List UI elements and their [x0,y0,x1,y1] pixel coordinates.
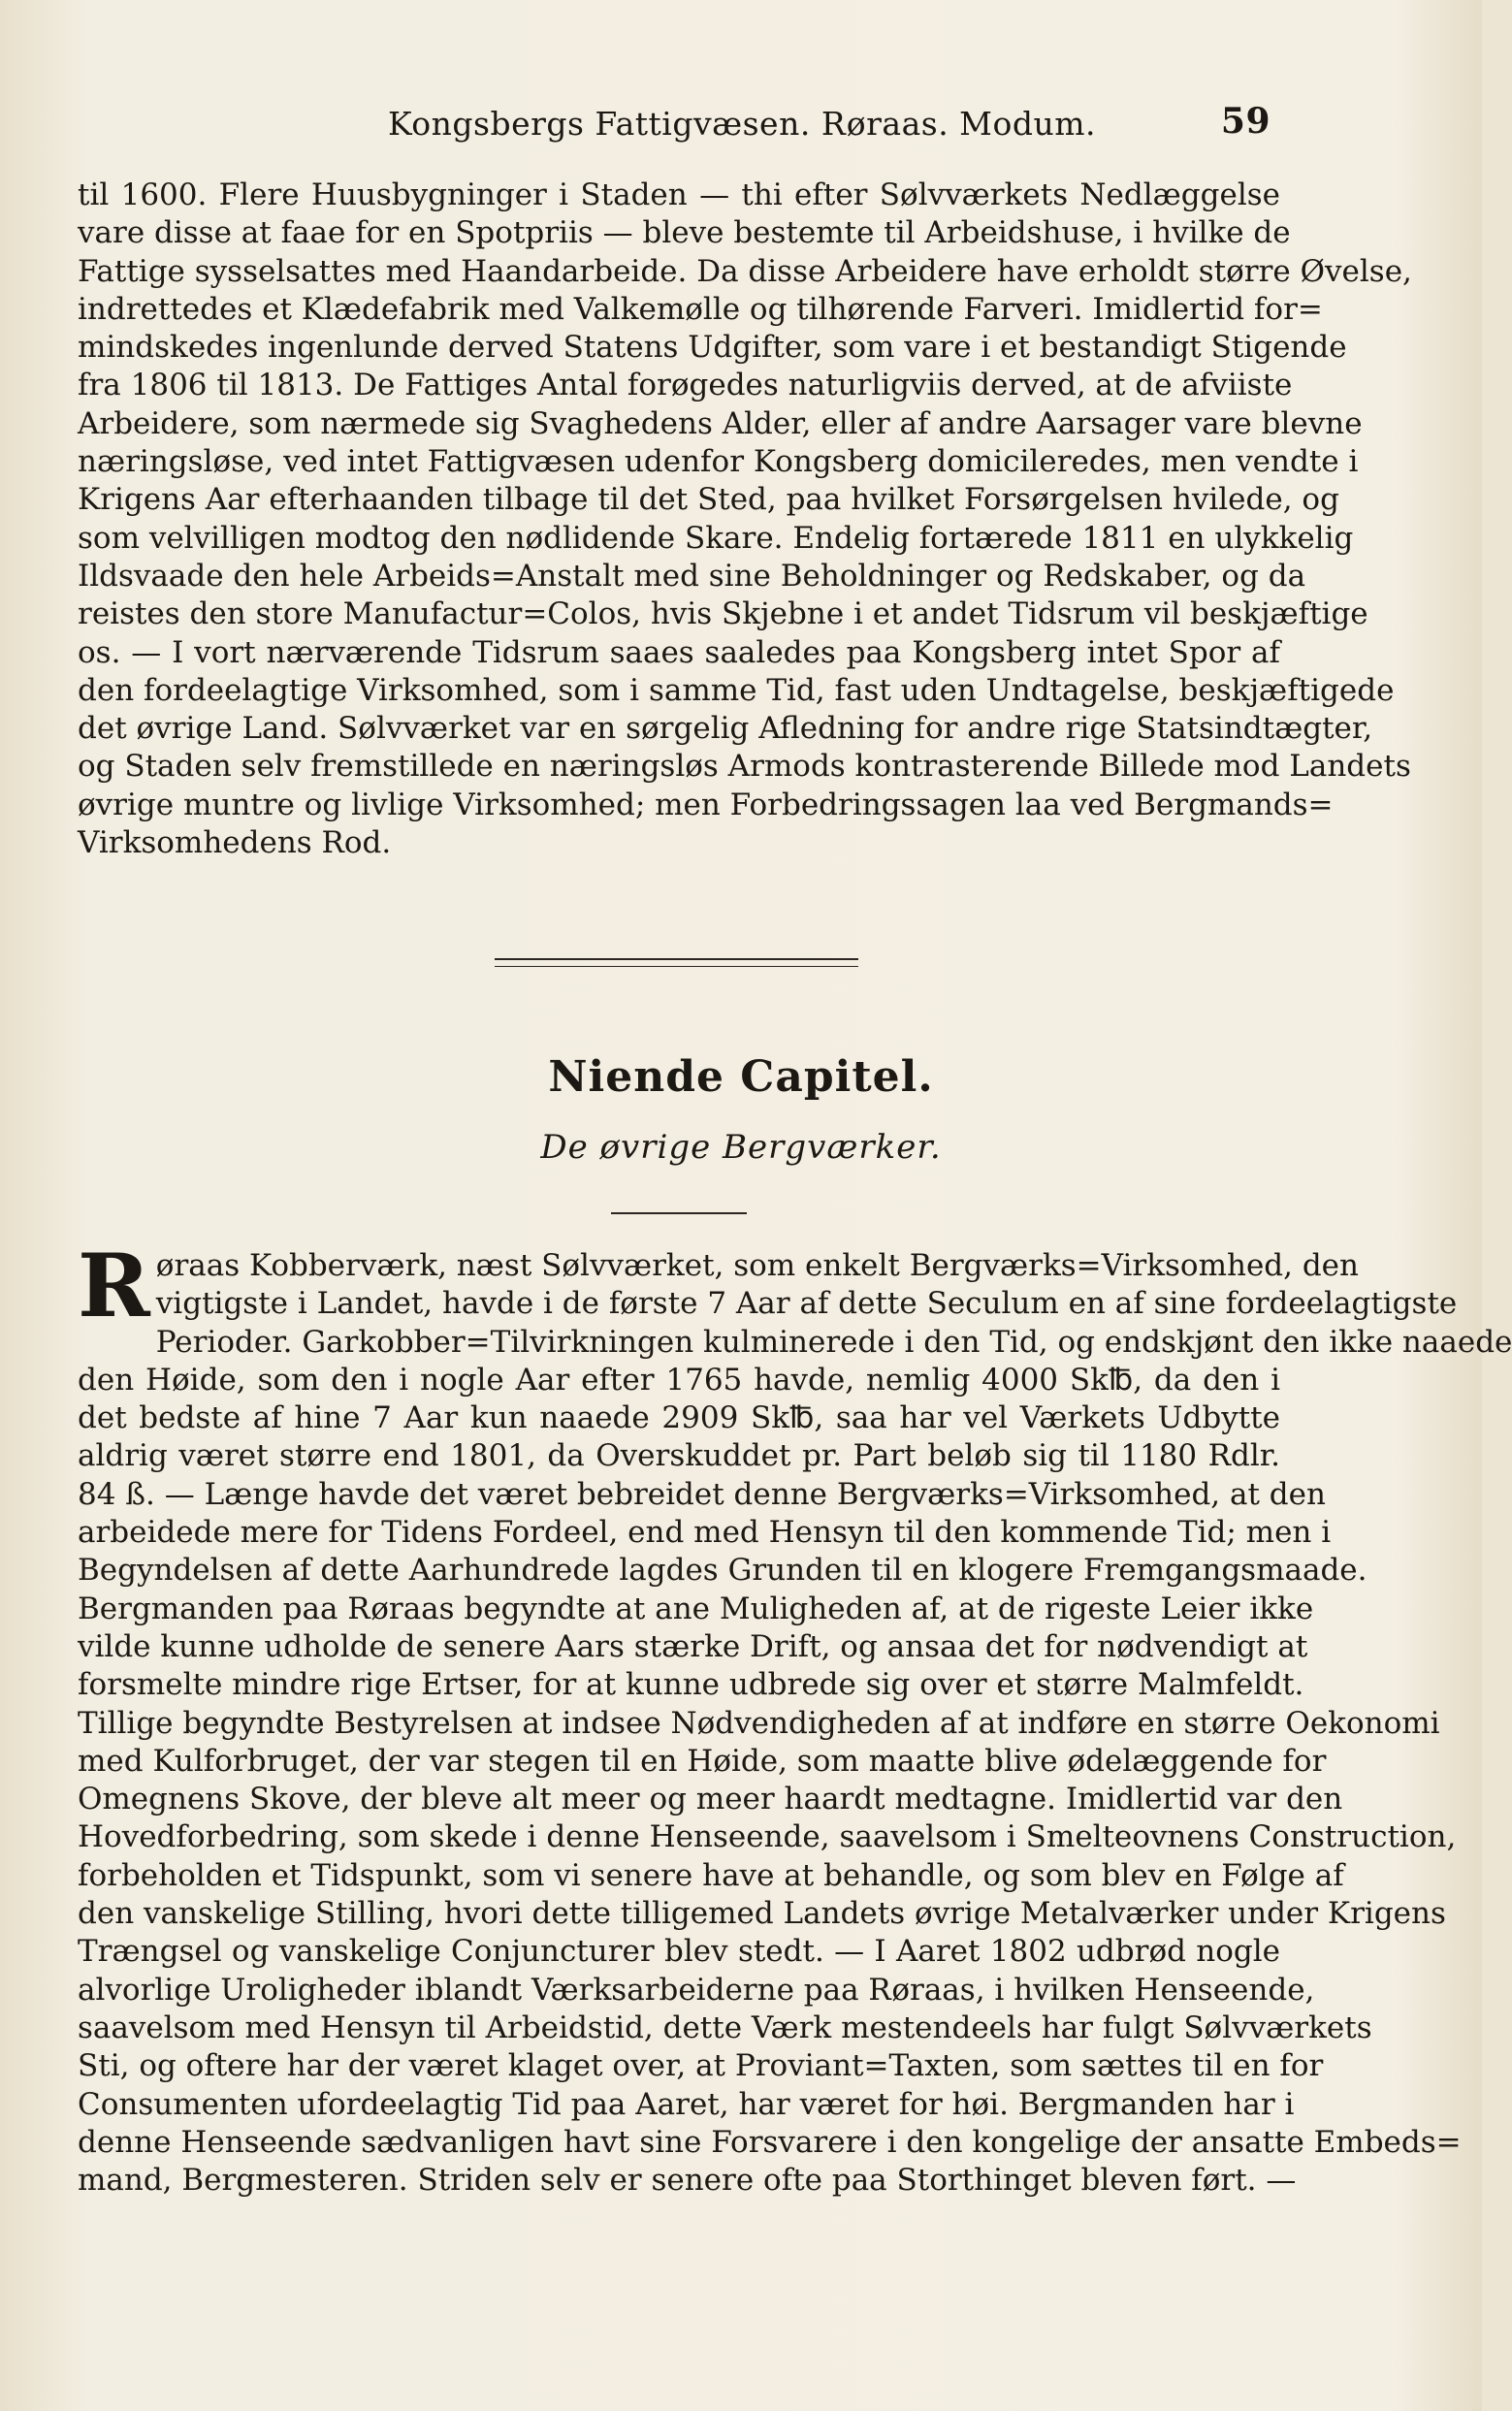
text-line: Consumenten ufordeelagtig Tid paa Aaret, har været for høi. Bergmanden har i [78,2086,1295,2122]
text-line: Krigens Aar efterhaanden tilbage til det Sted, paa hvilket Forsørgelsen hvilede, og [78,482,1339,518]
subtitle-rule [611,1212,747,1214]
text-line: Tillige begyndte Bestyrelsen at indsee Nødvendigheden af at indføre en større Oekonomi [78,1705,1440,1741]
text-line: til 1600. Flere Huusbygninger i Staden — thi efter Sølvværkets Nedlæggelse [78,177,1280,212]
text-line: det øvrige Land. Sølvværket var en sørgelig Afledning for andre rige Statsindtægter, [78,711,1373,747]
text-line: mindskedes ingenlunde derved Statens Udgifter, som vare i et bestandigt Stigende [78,330,1347,366]
section-divider-rule [495,958,858,967]
text-line: det bedste af hine 7 Aar kun naaede 2909 Sk℔, saa har vel Værkets Udbytte [78,1400,1280,1436]
text-line: vigtigste i Landet, havde i de første 7 Aar af dette Seculum en af sine fordeelagtigste [155,1286,1458,1322]
text-line: Ildsvaade den hele Arbeids=Anstalt med sine Beholdninger og Redskaber, og da [78,558,1306,594]
text-line: Begyndelsen af dette Aarhundrede lagdes Grunden til en klogere Fremgangsmaade. [78,1553,1367,1589]
text-line: Arbeidere, som nærmede sig Svaghedens Alder, eller af andre Aarsager vare blevne [78,405,1363,441]
text-line: os. — I vort nærværende Tidsrum saaes saaledes paa Kongsberg intet Spor af [78,634,1280,670]
text-line: denne Henseende sædvanligen havt sine Forsvarere i den kongelige der ansatte Embeds= [78,2124,1462,2160]
text-line: den Høide, som den i nogle Aar efter 1765 havde, nemlig 4000 Sk℔, da den i [78,1362,1280,1398]
text-line: som velvilligen modtog den nødlidende Skare. Endelig fortærede 1811 en ulykkelig [78,520,1354,556]
text-line: Trængsel og vanskelige Conjuncturer blev stedt. — I Aaret 1802 udbrød nogle [78,1934,1280,1970]
text-line: og Staden selv fremstillede en næringsløs Armods kontrasterende Billede mod Landets [78,749,1411,785]
drop-cap: R [78,1235,150,1337]
opening-block [78,1235,1458,1337]
chapter-subtitle: De øvrige Bergværker. [540,1128,942,1167]
chapter-title: Niende Capitel. [548,1052,934,1102]
text-line: Perioder. Garkobber=Tilvirkningen kulminerede i den Tid, og endskjønt den ikke naaede [155,1324,1512,1360]
opening-lines [78,1247,1458,1324]
text-line: den vanskelige Stilling, hvori dette tilligemed Landets øvrige Metalværker under Krigens [78,1896,1446,1932]
text-line: med Kulforbruget, der var stegen til en Høide, som maatte blive ødelæggende for [78,1743,1327,1779]
section-kongsberg-text [78,177,1412,862]
text-line: forsmelte mindre rige Ertser, for at kunne udbrede sig over et større Malmfeldt. [78,1667,1304,1703]
text-line: saavelsom med Hensyn til Arbeidstid, dette Værk mestendeels har fulgt Sølvværkets [78,2009,1372,2045]
text-line: alvorlige Uroligheder iblandt Værksarbeiderne paa Røraas, i hvilken Henseende, [78,1972,1315,2008]
text-line: forbeholden et Tidspunkt, som vi senere have at behandle, og som blev en Følge af [78,1857,1344,1893]
text-line: 84 ß. — Længe havde det været bebreidet denne Bergværks=Virksomhed, at den [78,1476,1326,1512]
text-line: aldrig været større end 1801, da Overskuddet pr. Part beløb sig til 1180 Rdlr. [78,1438,1280,1474]
text-line: vilde kunne udholde de senere Aars stærke Drift, og ansaa det for nødvendigt at [78,1628,1308,1664]
section-roraas-text [78,1235,1512,2200]
text-line: Bergmanden paa Røraas begyndte at ane Muligheden af, at de rigeste Leier ikke [78,1591,1314,1626]
text-line: den fordeelagtige Virksomhed, som i samme Tid, fast uden Undtagelse, beskjæftigede [78,672,1395,708]
text-line: fra 1806 til 1813. De Fattiges Antal forøgedes naturligviis derved, at de afviiste [78,368,1293,403]
text-line: indrettedes et Klædefabrik med Valkemølle og tilhørende Farveri. Imidlertid for= [78,291,1323,327]
text-line: Hovedforbedring, som skede i denne Henseende, saavelsom i Smelteovnens Construction, [78,1819,1457,1855]
text-line: Virksomhedens Rod. [78,825,392,861]
text-line: vare disse at faae for en Spotpriis — bleve bestemte til Arbeidshuse, i hvilke de [78,215,1291,251]
text-line: øraas Kobberværk, næst Sølvværket, som enkelt Bergværks=Virksomhed, den [155,1248,1359,1283]
text-line: Omegnens Skove, der bleve alt meer og meer haardt medtagne. Imidlertid var den [78,1782,1343,1817]
body-lines [78,1324,1512,2201]
text-line: Sti, og oftere har der været klaget over, at Proviant=Taxten, som sættes til en for [78,2048,1324,2084]
text-line: Fattige sysselsattes med Haandarbeide. Da disse Arbeidere have erholdt større Øvelse, [78,253,1412,289]
text-line: reistes den store Manufactur=Colos, hvis Skjebne i et andet Tidsrum vil beskjæftige [78,596,1368,632]
page-number: 59 [1220,101,1271,142]
text-line: næringsløse, ved intet Fattigvæsen udenfor Kongsberg domicileredes, men vendte i [78,444,1359,480]
text-line: arbeidede mere for Tidens Fordeel, end med Hensyn til den kommende Tid; men i [78,1515,1332,1551]
text-line: mand, Bergmesteren. Striden selv er senere ofte paa Storthinget bleven ført. — [78,2163,1297,2199]
running-title: Kongsbergs Fattigvæsen. Røraas. Modum. [388,105,1096,143]
text-line: øvrige muntre og livlige Virksomhed; men Forbedringssagen laa ved Bergmands= [78,787,1334,822]
